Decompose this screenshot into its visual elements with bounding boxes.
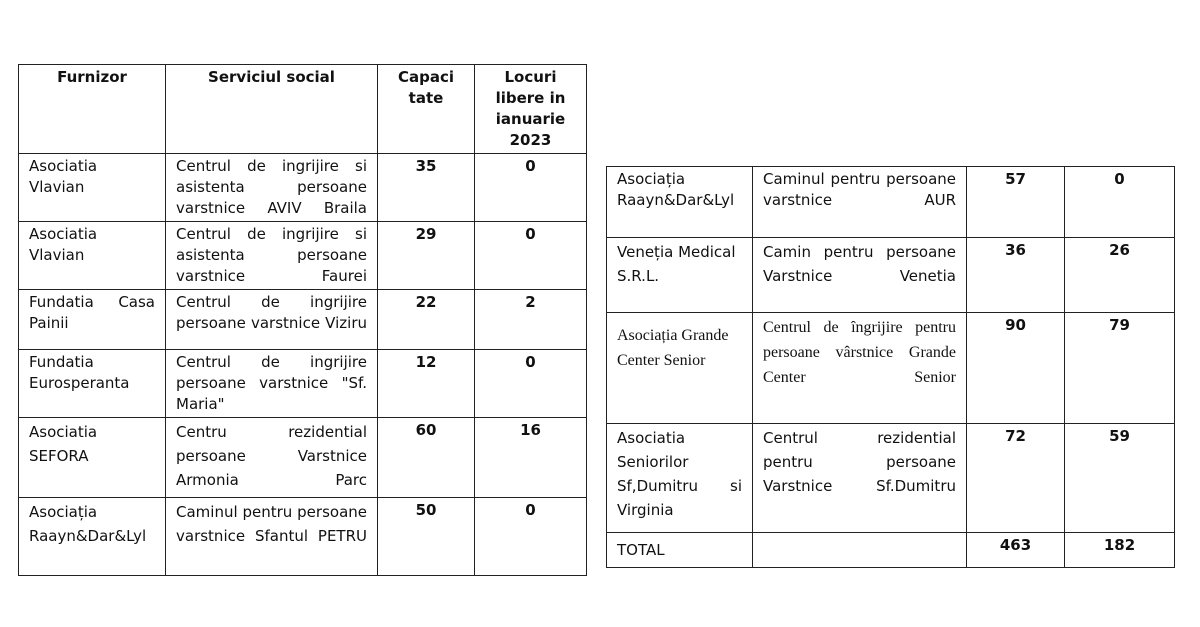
cell-locuri: 26 xyxy=(1065,238,1175,313)
cell-serviciu: Camin pentru persoane Varstnice Venetia xyxy=(753,238,967,313)
cell-locuri: 16 xyxy=(475,418,587,498)
table-row xyxy=(607,238,1175,313)
cell-furnizor: Asociatia Seniorilor Sf,Dumitru si Virginia xyxy=(607,424,753,533)
cell-locuri: 0 xyxy=(475,350,587,418)
cell-locuri: 0 xyxy=(475,154,587,222)
total-serviciu xyxy=(753,533,967,568)
cell-serviciu: Centrul de ingrijire si asistenta persoane varstnice Faurei xyxy=(166,222,378,290)
cell-capacitate: 72 xyxy=(967,424,1065,533)
cell-capacitate: 50 xyxy=(378,498,475,576)
total-row xyxy=(607,533,1175,568)
cell-furnizor: Asociatia Vlavian xyxy=(19,154,166,222)
cell-locuri: 0 xyxy=(475,498,587,576)
table-row xyxy=(19,290,587,350)
cell-serviciu: Centrul de ingrijire si asistenta persoane varstnice AVIV Braila xyxy=(166,154,378,222)
cell-serviciu: Centrul de îngrijire pentru persoane vârstnice Grande Center Senior xyxy=(753,313,967,424)
cell-furnizor: Veneția Medical S.R.L. xyxy=(607,238,753,313)
cell-serviciu: Centru rezidential persoane Varstnice Armonia Parc xyxy=(166,418,378,498)
cell-locuri: 79 xyxy=(1065,313,1175,424)
cell-capacitate: 29 xyxy=(378,222,475,290)
header-furnizor: Furnizor xyxy=(19,65,166,154)
cell-furnizor: Asociatia Vlavian xyxy=(19,222,166,290)
cell-capacitate: 57 xyxy=(967,167,1065,238)
cell-capacitate: 60 xyxy=(378,418,475,498)
cell-furnizor: Asociatia SEFORA xyxy=(19,418,166,498)
cell-serviciu: Centrul de ingrijire persoane varstnice "Sf. Maria" xyxy=(166,350,378,418)
cell-locuri: 0 xyxy=(475,222,587,290)
cell-serviciu: Caminul pentru persoane varstnice AUR xyxy=(753,167,967,238)
left-table xyxy=(18,64,587,576)
cell-furnizor: Fundatia Eurosperanta xyxy=(19,350,166,418)
cell-locuri: 2 xyxy=(475,290,587,350)
table-row xyxy=(607,424,1175,533)
cell-capacitate: 12 xyxy=(378,350,475,418)
right-table xyxy=(606,166,1175,568)
cell-locuri: 59 xyxy=(1065,424,1175,533)
header-capacitate: Capaci tate xyxy=(378,65,475,154)
table-row xyxy=(19,350,587,418)
total-label: TOTAL xyxy=(607,533,753,568)
cell-capacitate: 36 xyxy=(967,238,1065,313)
table-row xyxy=(607,313,1175,424)
table-row xyxy=(19,418,587,498)
cell-serviciu: Centrul rezidential pentru persoane Varstnice Sf.Dumitru xyxy=(753,424,967,533)
header-locuri: Locuri libere in ianuarie 2023 xyxy=(475,65,587,154)
cell-furnizor: Asociația Raayn&Dar&Lyl xyxy=(19,498,166,576)
table-row xyxy=(19,222,587,290)
total-capacitate: 463 xyxy=(967,533,1065,568)
table-row xyxy=(19,154,587,222)
table-row xyxy=(607,167,1175,238)
cell-furnizor: Asociația Grande Center Senior xyxy=(607,313,753,424)
left-table-header xyxy=(19,65,587,154)
cell-capacitate: 90 xyxy=(967,313,1065,424)
cell-furnizor: Fundatia Casa Painii xyxy=(19,290,166,350)
table-row xyxy=(19,498,587,576)
cell-furnizor: Asociația Raayn&Dar&Lyl xyxy=(607,167,753,238)
cell-capacitate: 22 xyxy=(378,290,475,350)
cell-capacitate: 35 xyxy=(378,154,475,222)
cell-locuri: 0 xyxy=(1065,167,1175,238)
total-locuri: 182 xyxy=(1065,533,1175,568)
header-serviciu: Serviciul social xyxy=(166,65,378,154)
cell-serviciu: Caminul pentru persoane varstnice Sfantul PETRU xyxy=(166,498,378,576)
cell-serviciu: Centrul de ingrijire persoane varstnice Viziru xyxy=(166,290,378,350)
